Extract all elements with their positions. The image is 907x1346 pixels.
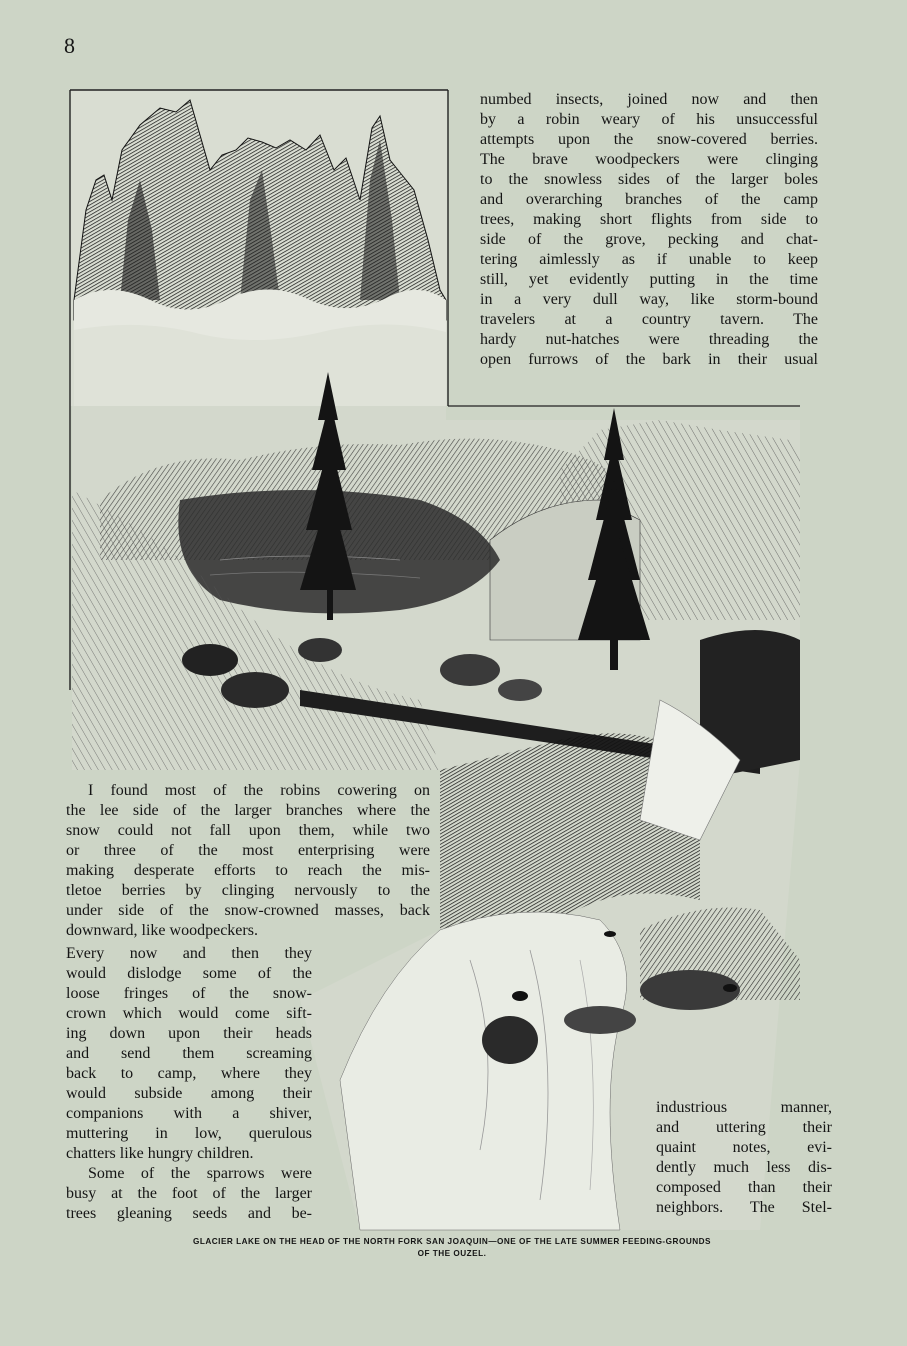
text-line: to the snowless sides of the larger boles: [480, 171, 818, 188]
text-line: or three of the most enterprising were: [66, 842, 430, 859]
text-line: quaint notes, evi-: [656, 1139, 832, 1156]
illustration-caption: [76, 1236, 828, 1260]
text-line: travelers at a country tavern. The: [480, 311, 818, 328]
text-line: tletoe berries by clinging nervously to the: [66, 882, 430, 899]
text-line: still, yet evidently putting in the time: [480, 271, 818, 288]
text-block-right-bottom: [656, 1098, 832, 1218]
text-line: snow could not fall upon them, while two: [66, 822, 430, 839]
text-line: trees gleaning seeds and be-: [66, 1205, 312, 1222]
text-line: hardy nut-hatches were threading the: [480, 331, 818, 348]
text-line: neighbors. The Stel-: [656, 1199, 832, 1216]
text-line: would subside among their: [66, 1085, 312, 1102]
text-line: in a very dull way, like storm-bound: [480, 291, 818, 308]
text-line: I found most of the robins cowering on: [88, 782, 430, 799]
text-line: back to camp, where they: [66, 1065, 312, 1082]
text-line: muttering in low, querulous: [66, 1125, 312, 1142]
text-line: industrious manner,: [656, 1099, 832, 1116]
text-line: open furrows of the bark in their usual: [480, 351, 818, 368]
text-block-left-wide: [66, 781, 430, 941]
text-line: loose fringes of the snow-: [66, 985, 312, 1002]
text-line: and uttering their: [656, 1119, 832, 1136]
text-line: Some of the sparrows were: [88, 1165, 312, 1182]
page-number: 8: [64, 33, 75, 58]
text-line: and overarching branches of the camp: [480, 191, 818, 208]
text-line: chatters like hungry children.: [66, 1145, 254, 1162]
text-line: tering aimlessly as if unable to keep: [480, 251, 818, 268]
text-line: by a robin weary of his unsuccessful: [480, 111, 818, 128]
text-line: The brave woodpeckers were clinging: [480, 151, 818, 168]
caption-line-1: GLACIER LAKE ON THE HEAD OF THE NORTH FORK SAN JOAQUIN—ONE OF THE LATE SUMMER FEEDING-GROUNDS: [192, 1237, 712, 1246]
text-line: composed than their: [656, 1179, 832, 1196]
text-line: ing down upon their heads: [66, 1025, 312, 1042]
text-line: would dislodge some of the: [66, 965, 312, 982]
text-block-top-right: [480, 90, 818, 370]
text-line: making desperate efforts to reach the mis-: [66, 862, 430, 879]
text-line: side of the grove, pecking and chat-: [480, 231, 818, 248]
text-block-left-narrow: [66, 944, 312, 1224]
text-line: busy at the foot of the larger: [66, 1185, 312, 1202]
text-line: numbed insects, joined now and then: [480, 91, 818, 108]
caption-line-2: OF THE OUZEL.: [417, 1249, 487, 1258]
text-line: downward, like woodpeckers.: [66, 922, 258, 939]
text-line: under side of the snow-crowned masses, back: [66, 902, 430, 919]
text-line: crown which would come sift-: [66, 1005, 312, 1022]
text-line: dently much less dis-: [656, 1159, 832, 1176]
text-line: Every now and then they: [66, 945, 312, 962]
text-line: the lee side of the larger branches where the: [66, 802, 430, 819]
text-line: trees, making short flights from side to: [480, 211, 818, 228]
text-line: companions with a shiver,: [66, 1105, 312, 1122]
text-line: attempts upon the snow-covered berries.: [480, 131, 818, 148]
text-line: and send them screaming: [66, 1045, 312, 1062]
